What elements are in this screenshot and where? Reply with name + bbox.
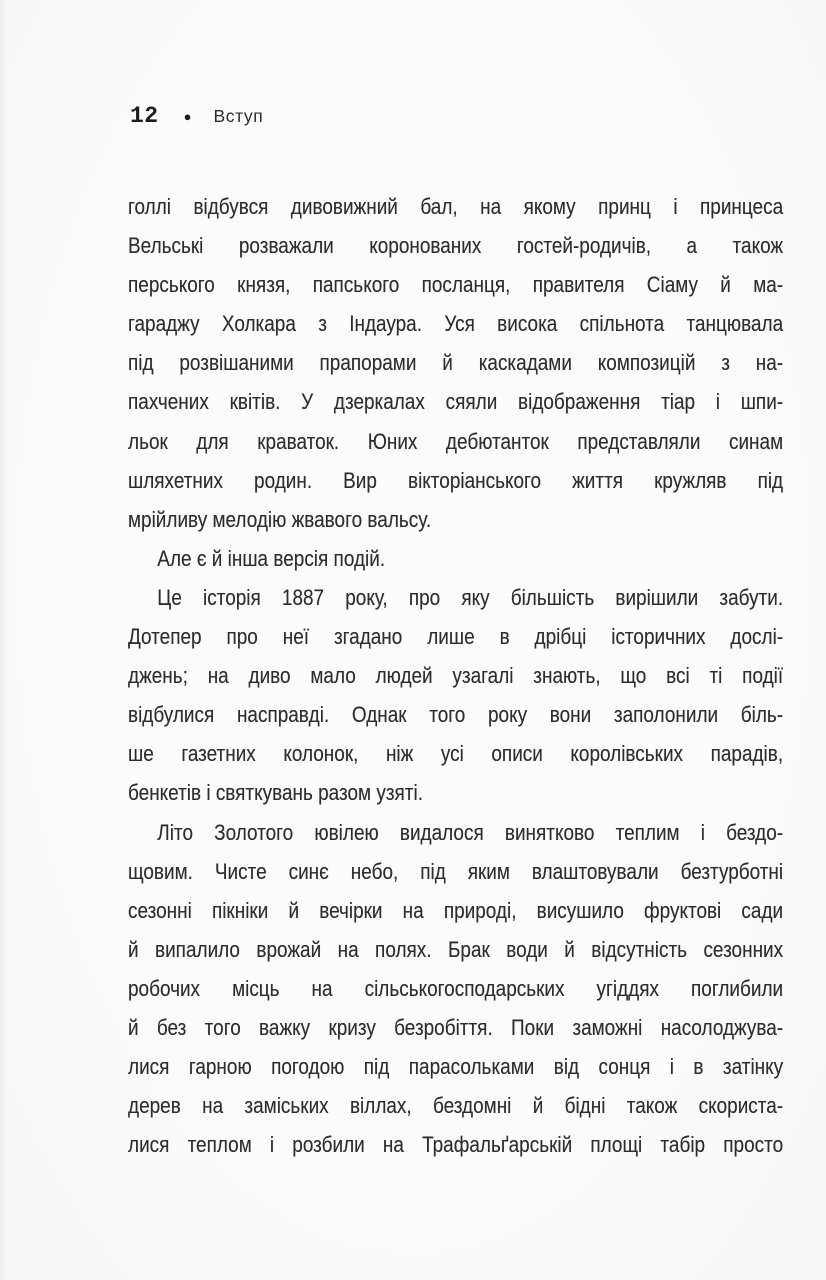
text-line: щовим. Чисте синє небо, під яким влаштовували безтурботні	[128, 858, 784, 884]
text-line: ше газетних колонок, ніж усі описи королівських парадів,	[128, 741, 784, 767]
text-line: Вельські розважали коронованих гостей-родичів, а також	[128, 233, 784, 259]
text-line: дерев на заміських віллах, бездомні й бідні також скориста-	[128, 1093, 784, 1119]
text-line: джень; на диво мало людей узагалі знають, що всі ті події	[128, 663, 784, 689]
text-line: голлі відбувся дивовижний бал, на якому принц і принцеса	[128, 194, 784, 219]
text-line: робочих місць на сільськогосподарських угіддях поглибили	[128, 975, 784, 1001]
text-line: лися теплом і розбили на Трафальґарській площі табір просто	[128, 1132, 784, 1158]
page-header	[130, 103, 263, 129]
text-line: лися гарною погодою під парасольками від сонця і в затінку	[128, 1054, 784, 1080]
text-line: Але є й інша версія подій.	[157, 545, 386, 571]
text-line: сезонні пікніки й вечірки на природі, висушило фруктові сади	[128, 897, 784, 923]
text-line: Дотепер про неї згадано лише в дрібці історичних дослі-	[128, 624, 784, 650]
text-line: шляхетних родин. Вир вікторіанського життя кружляв під	[128, 467, 784, 493]
body-text	[128, 187, 783, 1164]
text-line: й випалило врожай на полях. Брак води й відсутність сезонних	[128, 936, 784, 962]
text-line: перського князя, папського посланця, правителя Сіаму й ма-	[128, 272, 784, 298]
text-line: бенкетів і святкувань разом узяті.	[128, 780, 423, 806]
text-line: й без того важку кризу безробіття. Поки заможні насолоджува-	[128, 1014, 784, 1040]
text-line: гараджу Холкара з Індаура. Уся висока спільнота танцювала	[128, 311, 784, 337]
section-title: Вступ	[213, 106, 264, 126]
text-line: під розвішаними прапорами й каскадами композицій з на-	[128, 350, 784, 376]
text-line: відбулися насправді. Однак того року вони заполонили біль-	[128, 702, 784, 728]
text-line: Це історія 1887 року, про яку більшість вирішили забути.	[157, 584, 784, 610]
text-line: мрійливу мелодію жвавого вальсу.	[128, 506, 432, 532]
text-line: Літо Золотого ювілею видалося винятково теплим і бездо-	[157, 819, 784, 845]
text-line: льок для краваток. Юних дебютанток представляли синам	[128, 428, 784, 454]
page-number: 12	[130, 103, 159, 129]
bullet-icon: ●	[183, 109, 192, 124]
text-line: пахчених квітів. У дзеркалах сяяли відображення тіар і шпи-	[128, 389, 784, 415]
